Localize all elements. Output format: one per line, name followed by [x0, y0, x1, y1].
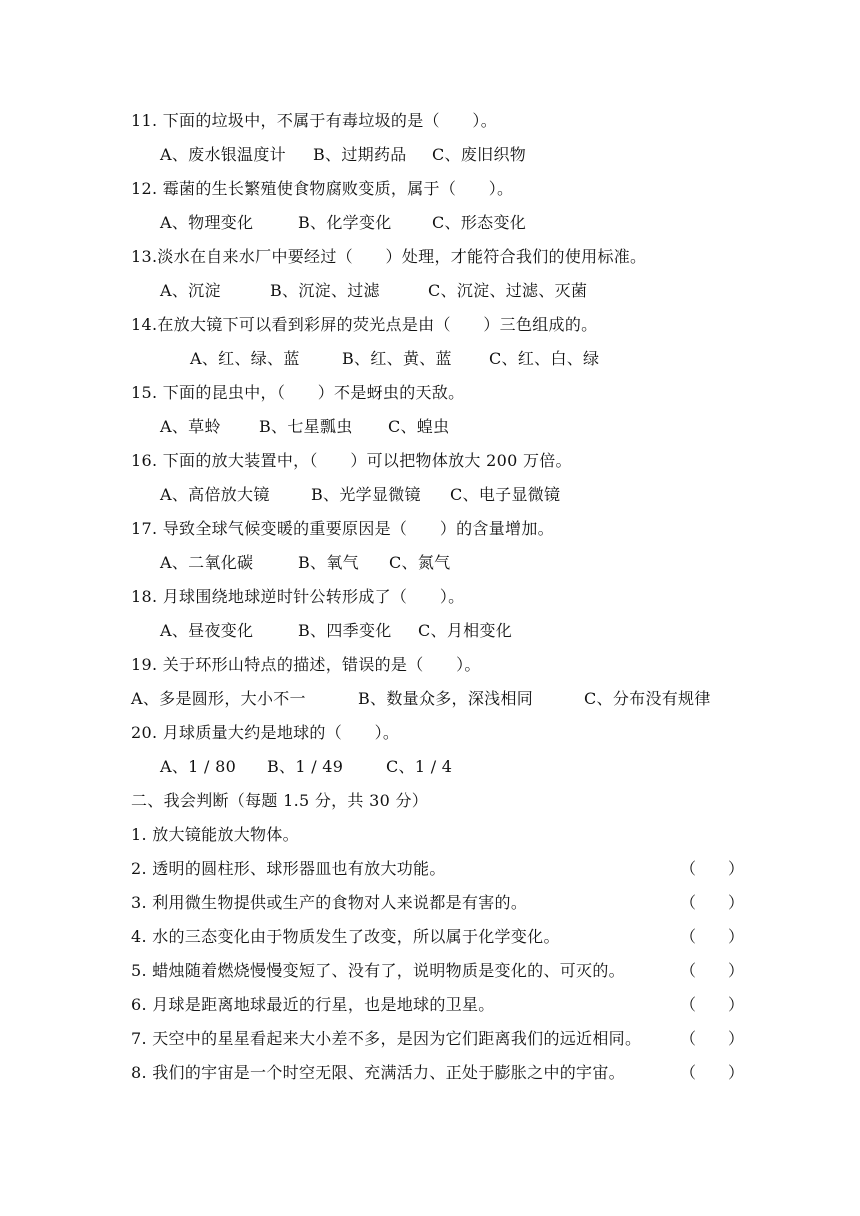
- q18-option-c: C、月相变化: [418, 621, 513, 640]
- judge-item-3: 3. 利用微生物提供或生产的食物对人来说都是有害的。: [131, 893, 528, 912]
- question-11: 11. 下面的垃圾中，不属于有毒垃圾的是（ ）。: [131, 111, 498, 130]
- q11-option-b: B、过期药品: [313, 145, 407, 164]
- judge-item-6: 6. 月球是距离地球最近的行星，也是地球的卫星。: [131, 995, 495, 1014]
- judge-item-7: 7. 天空中的星星看起来大小差不多，是因为它们距离我们的远近相同。: [131, 1029, 642, 1048]
- q16-option-c: C、电子显微镜: [450, 485, 561, 504]
- judge-answer-blank-3: （ ）: [680, 893, 745, 912]
- question-12: 12. 霉菌的生长繁殖使食物腐败变质，属于（ ）。: [131, 179, 514, 198]
- judge-item-2: 2. 透明的圆柱形、球形器皿也有放大功能。: [131, 859, 446, 878]
- q14-option-b: B、红、黄、蓝: [342, 349, 452, 368]
- question-15: 15. 下面的昆虫中，（ ）不是蚜虫的天敌。: [131, 383, 465, 402]
- q17-option-c: C、氮气: [389, 553, 451, 572]
- question-13: 13.淡水在自来水厂中要经过（ ）处理，才能符合我们的使用标准。: [131, 247, 647, 266]
- q19-option-c: C、分布没有规律: [584, 689, 711, 708]
- q12-option-a: A、物理变化: [160, 213, 254, 232]
- q16-option-b: B、光学显微镜: [311, 485, 421, 504]
- judge-answer-blank-4: （ ）: [680, 927, 745, 946]
- q20-option-a: A、1 / 80: [160, 757, 237, 776]
- q13-option-b: B、沉淀、过滤: [270, 281, 380, 300]
- question-14: 14.在放大镜下可以看到彩屏的荧光点是由（ ）三色组成的。: [131, 315, 598, 334]
- judge-item-8: 8. 我们的宇宙是一个时空无限、充满活力、正处于膨胀之中的宇宙。: [131, 1063, 625, 1082]
- q14-option-c: C、红、白、绿: [489, 349, 600, 368]
- q17-option-a: A、二氧化碳: [160, 553, 254, 572]
- q19-option-a: A、多是圆形，大小不一: [131, 689, 306, 708]
- q13-option-a: A、沉淀: [160, 281, 221, 300]
- question-18: 18. 月球围绕地球逆时针公转形成了（ ）。: [131, 587, 465, 606]
- q11-option-c: C、废旧织物: [432, 145, 527, 164]
- judge-item-1: 1. 放大镜能放大物体。: [131, 825, 299, 844]
- question-19: 19. 关于环形山特点的描述，错误的是（ ）。: [131, 655, 481, 674]
- q17-option-b: B、氧气: [298, 553, 359, 572]
- q18-option-b: B、四季变化: [298, 621, 392, 640]
- judge-answer-blank-2: （ ）: [680, 859, 745, 878]
- q11-option-a: A、废水银温度计: [160, 145, 286, 164]
- q18-option-a: A、昼夜变化: [160, 621, 254, 640]
- judge-answer-blank-6: （ ）: [680, 995, 745, 1014]
- q19-option-b: B、数量众多，深浅相同: [358, 689, 534, 708]
- judge-answer-blank-5: （ ）: [680, 961, 745, 980]
- q15-option-a: A、草蛉: [160, 417, 221, 436]
- judge-item-5: 5. 蜡烛随着燃烧慢慢变短了、没有了，说明物质是变化的、可灭的。: [131, 961, 625, 980]
- q13-option-c: C、沉淀、过滤、灭菌: [428, 281, 588, 300]
- judge-answer-blank-7: （ ）: [680, 1029, 745, 1048]
- q14-option-a: A、红、绿、蓝: [190, 349, 300, 368]
- q12-option-c: C、形态变化: [432, 213, 527, 232]
- judge-item-4: 4. 水的三态变化由于物质发生了改变，所以属于化学变化。: [131, 927, 560, 946]
- q20-option-b: B、1 / 49: [267, 757, 344, 776]
- q16-option-a: A、高倍放大镜: [160, 485, 270, 504]
- question-17: 17. 导致全球气候变暖的重要原因是（ ）的含量增加。: [131, 519, 554, 538]
- q15-option-b: B、七星瓢虫: [259, 417, 353, 436]
- question-20: 20. 月球质量大约是地球的（ ）。: [131, 723, 400, 742]
- question-16: 16. 下面的放大装置中，（ ）可以把物体放大 200 万倍。: [131, 451, 572, 470]
- judge-answer-blank-8: （ ）: [680, 1063, 745, 1082]
- q20-option-c: C、1 / 4: [386, 757, 453, 776]
- q15-option-c: C、蝗虫: [388, 417, 450, 436]
- q12-option-b: B、化学变化: [298, 213, 392, 232]
- section-heading-judge: 二、我会判断（每题 1.5 分，共 30 分）: [131, 791, 429, 810]
